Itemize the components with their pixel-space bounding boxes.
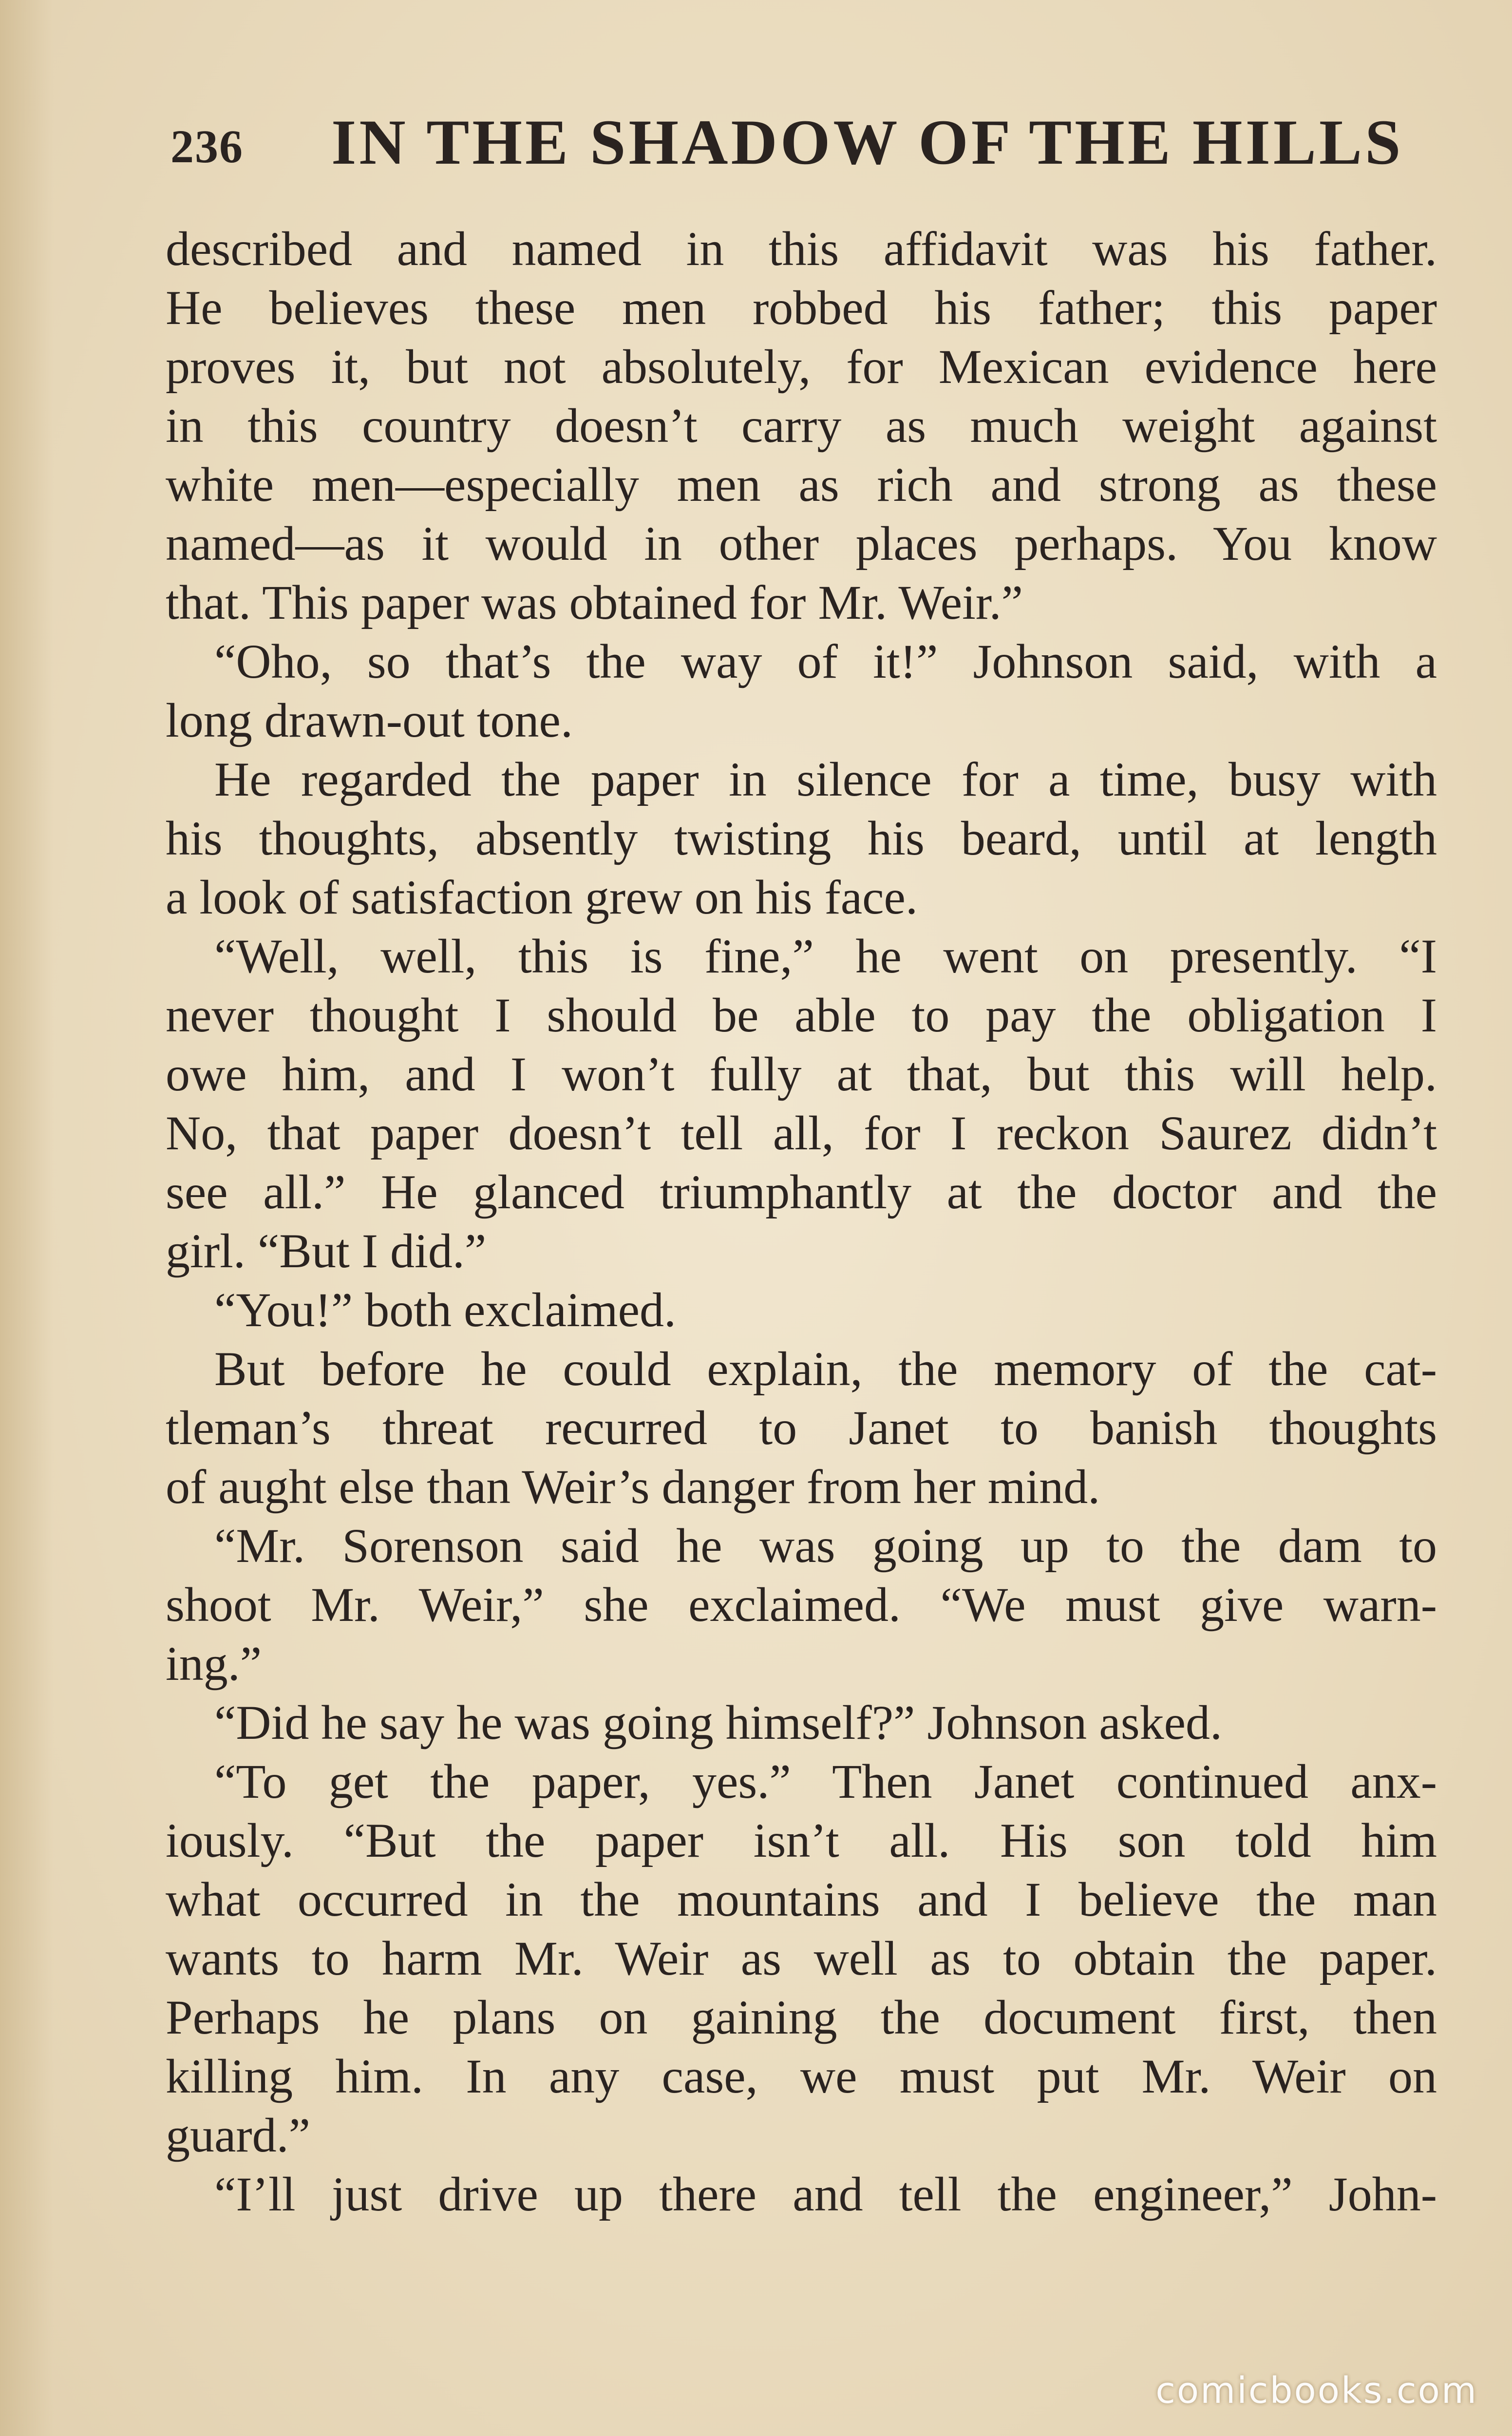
text-line: his thoughts, absently twisting his beard, until at length: [166, 811, 1437, 865]
text-line: “I’ll just drive up there and tell the engineer,” John-: [214, 2167, 1437, 2221]
page-number: 236: [170, 120, 244, 172]
text-line: never thought I should be able to pay the obligation I: [166, 988, 1437, 1042]
text-line: He believes these men robbed his father; this paper: [166, 281, 1437, 335]
text-line: described and named in this affidavit was his father.: [166, 222, 1437, 276]
text-line: of aught else than Weir’s danger from her mind.: [166, 1460, 1100, 1514]
text-line: what occurred in the mountains and I believe the man: [166, 1872, 1437, 1926]
text-line: guard.”: [166, 2108, 311, 2162]
text-line: killing him. In any case, we must put Mr. Weir on: [166, 2049, 1437, 2103]
text-line: “To get the paper, yes.” Then Janet continued anx-: [214, 1754, 1437, 1808]
text-line: see all.” He glanced triumphantly at the doctor and the: [166, 1165, 1437, 1219]
text-line: ing.”: [166, 1637, 262, 1691]
book-title: IN THE SHADOW OF THE HILLS: [331, 106, 1404, 178]
text-line: a look of satisfaction grew on his face.: [166, 870, 918, 924]
text-line: wants to harm Mr. Weir as well as to obtain the paper.: [166, 1931, 1437, 1985]
text-line: He regarded the paper in silence for a time, busy with: [214, 752, 1437, 806]
text-line: “You!” both exclaimed.: [214, 1283, 676, 1337]
watermark: comicbooks.com: [1155, 2370, 1478, 2412]
text-line: “Oho, so that’s the way of it!” Johnson said, with a: [214, 634, 1437, 688]
text-line: shoot Mr. Weir,” she exclaimed. “We must give warn-: [166, 1578, 1437, 1632]
text-line: that. This paper was obtained for Mr. Weir.”: [166, 575, 1023, 629]
text-line: white men—especially men as rich and strong as these: [166, 457, 1437, 512]
text-line: in this country doesn’t carry as much weight against: [166, 399, 1437, 453]
running-head: [170, 105, 1437, 192]
text-line: “Well, well, this is fine,” he went on presently. “I: [214, 929, 1437, 983]
text-line: girl. “But I did.”: [166, 1224, 487, 1278]
text-line: proves it, but not absolutely, for Mexican evidence here: [166, 340, 1437, 394]
text-line: owe him, and I won’t fully at that, but this will help.: [166, 1047, 1437, 1101]
text-line: But before he could explain, the memory of the cat-: [214, 1342, 1437, 1396]
text-line: Perhaps he plans on gaining the document first, then: [166, 1990, 1437, 2044]
text-line: named—as it would in other places perhaps. You know: [166, 516, 1437, 571]
page-edge-shadow: [0, 0, 54, 2436]
text-line: “Did he say he was going himself?” Johnson asked.: [214, 1695, 1222, 1750]
text-line: “Mr. Sorenson said he was going up to the dam to: [214, 1519, 1437, 1573]
text-line: long drawn-out tone.: [166, 693, 573, 747]
text-line: tleman’s threat recurred to Janet to banish thoughts: [166, 1401, 1437, 1455]
text-line: No, that paper doesn’t tell all, for I reckon Saurez didn’t: [166, 1106, 1437, 1160]
text-line: iously. “But the paper isn’t all. His son told him: [166, 1813, 1437, 1867]
body-text: [166, 219, 1437, 2224]
